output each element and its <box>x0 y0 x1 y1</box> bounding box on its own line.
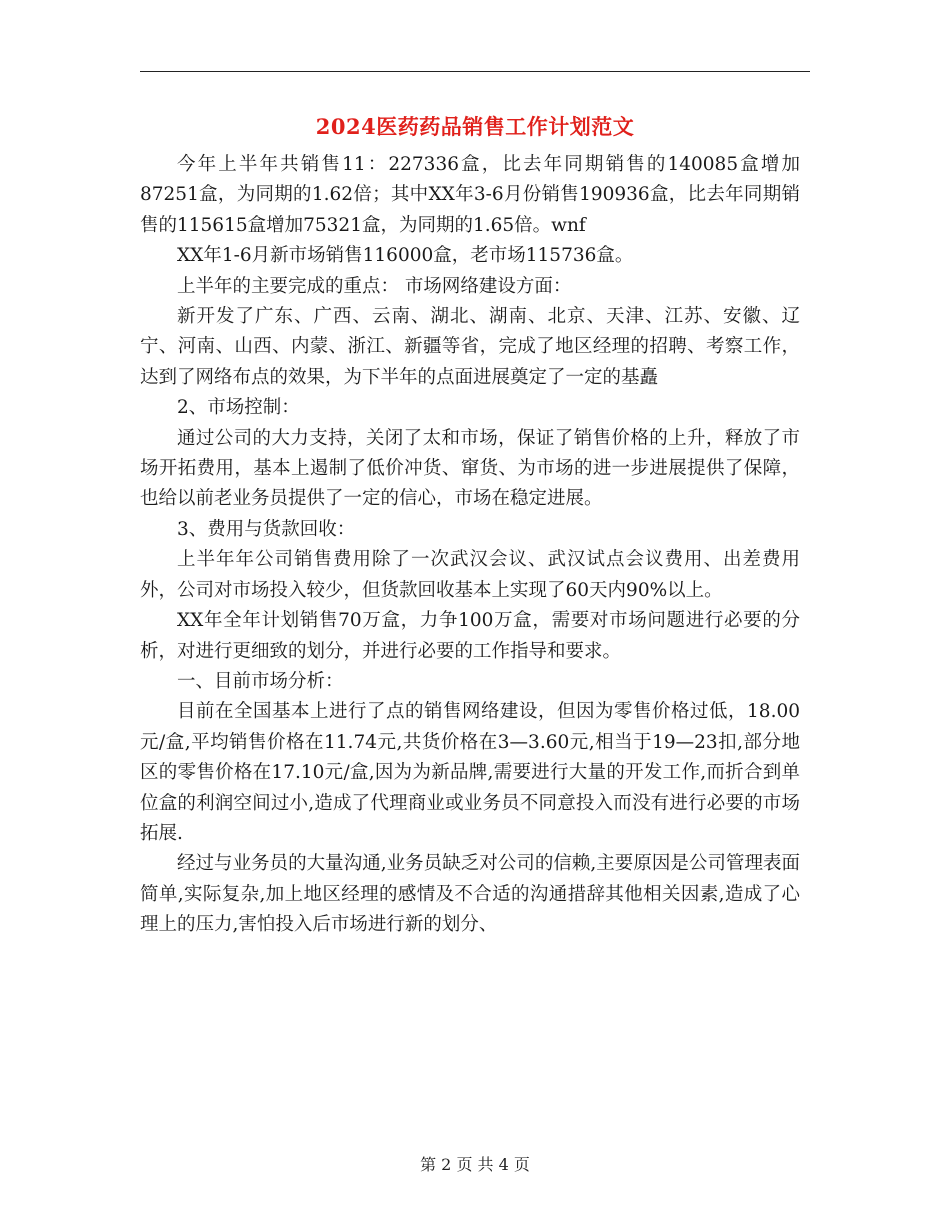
page-number: 第 2 页 共 4 页 <box>420 1155 530 1174</box>
paragraph-sales-summary: 今年上半年共销售11：227336盒，比去年同期销售的140085盒增加87251盒，为同期的1.62倍；其中XX年3-6月份销售190936盒，比去年同期销售的115615盒增加75321盒，为同期的1.65倍。wnf <box>140 154 800 236</box>
section-heading-costs-payments: 3、费用与货款回收： <box>177 518 356 540</box>
paragraph-market-control: 通过公司的大力支持，关闭了太和市场，保证了销售价格的上升，释放了市场开拓费用，基本上遏制了低价冲货、窜货、为市场的进一步进展提供了保障，也给以前老业务员提供了一定的信心，市场在稳定进展。 <box>140 427 800 510</box>
paragraph-key-points: 上半年的主要完成的重点： 市场网络建设方面： <box>177 275 572 297</box>
paragraph-market-sales: XX年1-6月新市场销售116000盒，老市场115736盒。 <box>177 245 634 267</box>
document-title: 2024医药药品销售工作计划范文 <box>315 114 635 139</box>
paragraph-pricing-analysis: 目前在全国基本上进行了点的销售网络建设，但因为零售价格过低，18.00元/盒,平均销售价格在11.74元,共货价格在3—3.60元,相当于19—23扣,部分地区的零售价格在17.10元/盒,因为为新品牌,需要进行大量的开发工作,而折合到单位盒的利润空间过小,造成了代理商业或业务员不同意投入而没有进行必要的市场拓展. <box>140 701 800 844</box>
section-heading-market-analysis: 一、目前市场分析： <box>177 670 344 692</box>
paragraph-annual-plan: XX年全年计划销售70万盒，力争100万盒，需要对市场问题进行必要的分析，对进行更细致的划分，并进行必要的工作指导和要求。 <box>140 610 800 662</box>
paragraph-costs-payments: 上半年年公司销售费用除了一次武汉会议、武汉试点会议费用、出差费用外，公司对市场投入较少，但货款回收基本上实现了60天内90%以上。 <box>140 549 800 601</box>
paragraph-new-provinces: 新开发了广东、广西、云南、湖北、湖南、北京、天津、江苏、安徽、辽宁、河南、山西、内蒙、浙江、新疆等省，完成了地区经理的招聘、考察工作，达到了网络布点的效果，为下半年的点面进展奠定了一定的基矗 <box>140 306 800 388</box>
section-heading-market-control: 2、市场控制： <box>177 397 300 419</box>
header-rule <box>140 71 810 72</box>
paragraph-staff-communication: 经过与业务员的大量沟通,业务员缺乏对公司的信赖,主要原因是公司管理表面简单,实际复杂,加上地区经理的感情及不合适的沟通措辞其他相关因素,造成了心理上的压力,害怕投入后市场进行新的划分、 <box>140 853 800 936</box>
document-body <box>140 150 800 941</box>
